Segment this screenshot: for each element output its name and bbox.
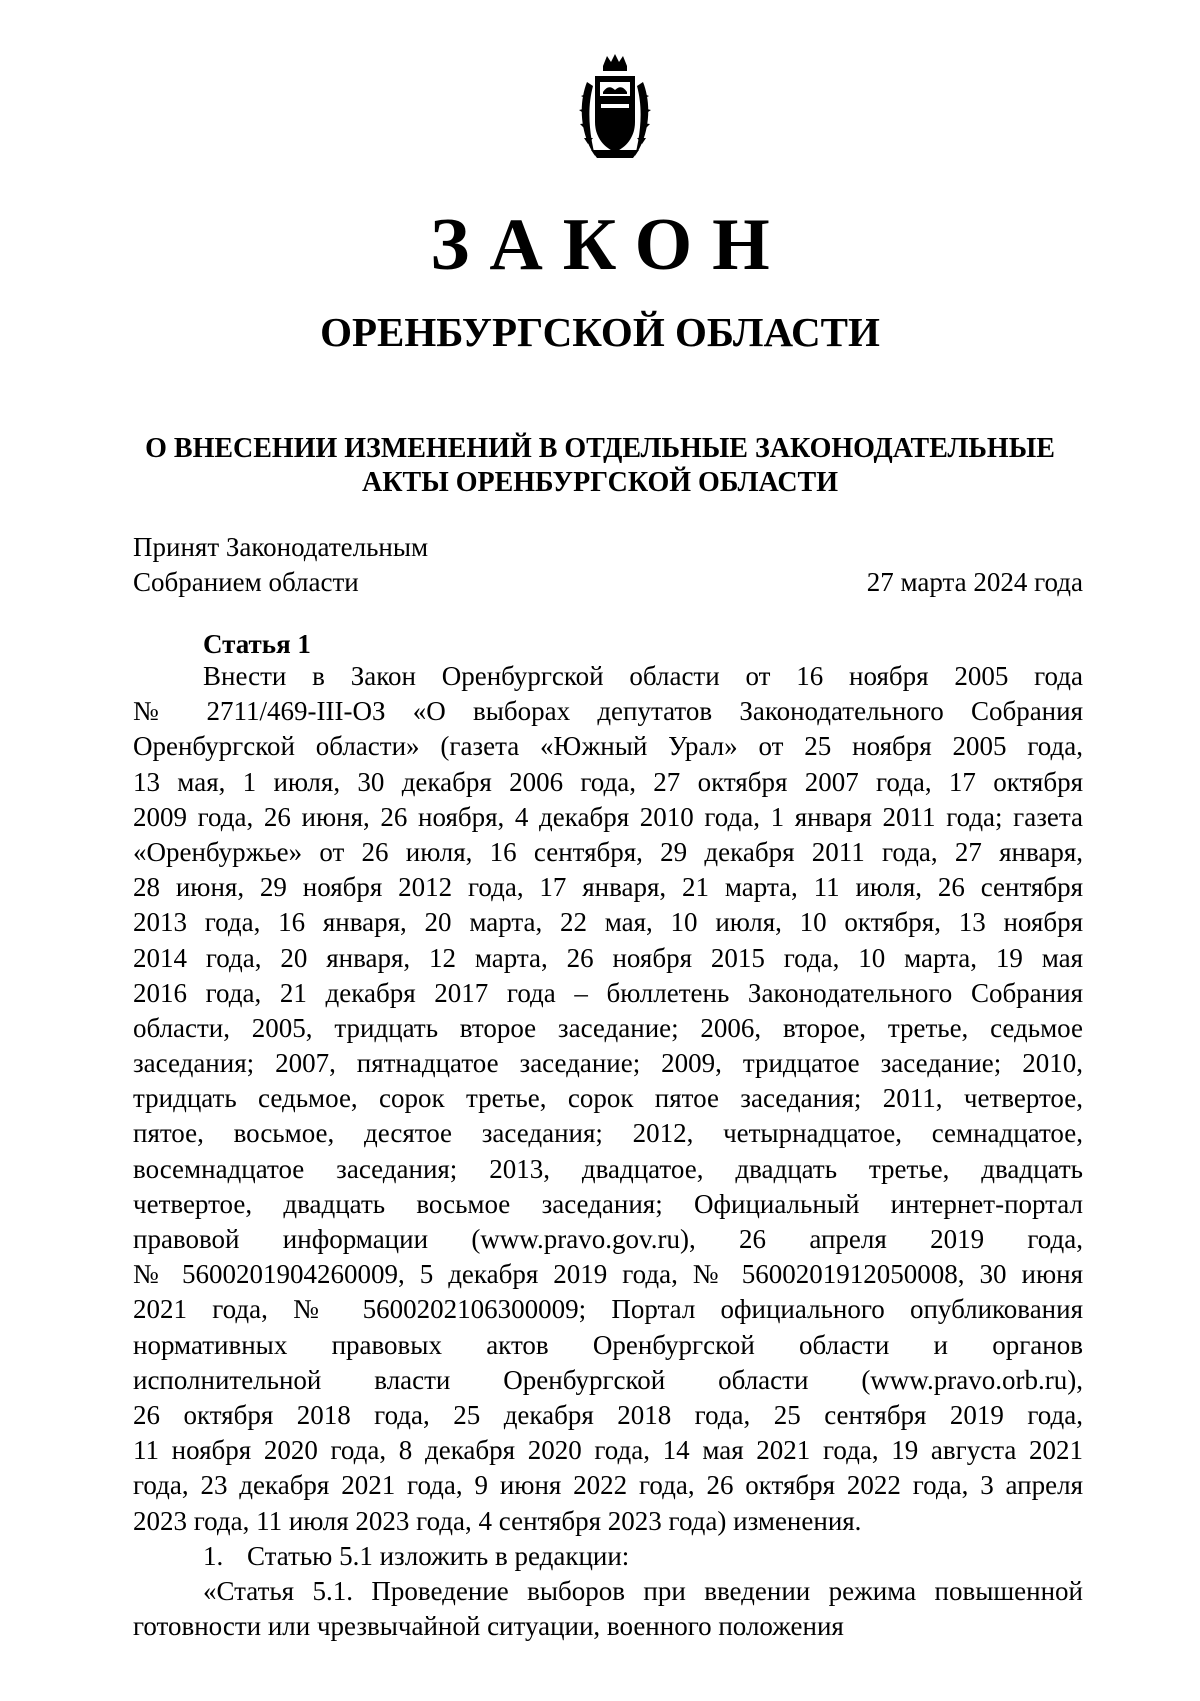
law-title: ЗАКОН (430, 204, 790, 286)
article-line: 2021 года, № 5600202106300009; Портал официального опубликования (133, 1294, 1083, 1325)
article-line: 28 июня, 29 ноября 2012 года, 17 января, 21 марта, 11 июля, 26 сентября (133, 872, 1083, 903)
article-line: № 5600201904260009, 5 декабря 2019 года, № 5600201912050008, 30 июня (133, 1259, 1083, 1290)
quote-line: «Статья 5.1. Проведение выборов при введении режима повышенной (203, 1575, 1083, 1606)
article-line: 2023 года, 11 июля 2023 года, 4 сентября 2023 года) изменения. (133, 1505, 862, 1536)
region-title: ОРЕНБУРГСКОЙ ОБЛАСТИ (320, 309, 880, 355)
quote-line: готовности или чрезвычайной ситуации, военного положения (133, 1611, 844, 1642)
list-item-text: Статью 5.1 изложить в редакции: (247, 1540, 630, 1571)
coat-of-arms-icon (573, 52, 657, 164)
article-line: года, 23 декабря 2021 года, 9 июня 2022 года, 26 октября 2022 года, 3 апреля (133, 1470, 1083, 1501)
article-line: 2013 года, 16 января, 20 марта, 22 мая, 10 июля, 10 октября, 13 ноября (133, 907, 1083, 938)
list-item-number: 1. (203, 1540, 224, 1571)
article-line: 26 октября 2018 года, 25 декабря 2018 года, 25 сентября 2019 года, (133, 1399, 1083, 1430)
adoption-date: 27 марта 2024 года (866, 567, 1083, 597)
article-line: заседания; 2007, пятнадцатое заседание; 2009, тридцатое заседание; 2010, (133, 1048, 1083, 1079)
article-line: 2016 года, 21 декабря 2017 года – бюллетень Законодательного Собрания (133, 977, 1083, 1008)
adoption-line: Собранием области (133, 567, 359, 597)
article-line: Оренбургской области» (газета «Южный Урал» от 25 ноября 2005 года, (133, 731, 1083, 762)
article-line: 13 мая, 1 июля, 30 декабря 2006 года, 27 октября 2007 года, 17 октября (133, 766, 1083, 797)
law-subject-line: АКТЫ ОРЕНБУРГСКОЙ ОБЛАСТИ (362, 467, 838, 498)
article-line: нормативных правовых актов Оренбургской области и органов (133, 1329, 1083, 1360)
list-item (133, 1539, 1083, 1574)
article-line: 11 ноября 2020 года, 8 декабря 2020 года, 14 мая 2021 года, 19 августа 2021 (133, 1435, 1083, 1466)
article-heading: Статья 1 (203, 629, 311, 659)
article-line: исполнительной власти Оренбургской области (www.pravo.orb.ru), (133, 1364, 1083, 1395)
article-body (133, 659, 1083, 1644)
article-line: № 2711/469-III-ОЗ «О выборах депутатов Законодательного Собрания (133, 696, 1083, 727)
adoption-block (133, 530, 1083, 600)
article-line: Внести в Закон Оренбургской области от 16 ноября 2005 года (203, 661, 1083, 691)
article-line: восемнадцатое заседания; 2013, двадцатое, двадцать третье, двадцать (133, 1153, 1083, 1184)
article-line: правовой информации (www.pravo.gov.ru), 26 апреля 2019 года, (133, 1224, 1083, 1254)
law-subject-line: О ВНЕСЕНИИ ИЗМЕНЕНИЙ В ОТДЕЛЬНЫЕ ЗАКОНОДАТЕЛЬНЫЕ (145, 433, 1055, 464)
adoption-line: Принят Законодательным (133, 532, 429, 562)
article-line: области, 2005, тридцать второе заседание; 2006, второе, третье, седьмое (133, 1012, 1083, 1043)
article-line: 2014 года, 20 января, 12 марта, 26 ноября 2015 года, 10 марта, 19 мая (133, 942, 1083, 973)
article-line: пятое, восьмое, десятое заседания; 2012, четырнадцатое, семнадцатое, (133, 1118, 1083, 1149)
article-line: четвертое, двадцать восьмое заседания; Официальный интернет-портал (133, 1188, 1083, 1219)
article-line: тридцать седьмое, сорок третье, сорок пятое заседания; 2011, четвертое, (133, 1083, 1083, 1114)
article-line: 2009 года, 26 июня, 26 ноября, 4 декабря 2010 года, 1 января 2011 года; газета (133, 801, 1083, 832)
article-line: «Оренбуржье» от 26 июля, 16 сентября, 29 декабря 2011 года, 27 января, (133, 836, 1083, 867)
law-subject (90, 432, 1110, 500)
